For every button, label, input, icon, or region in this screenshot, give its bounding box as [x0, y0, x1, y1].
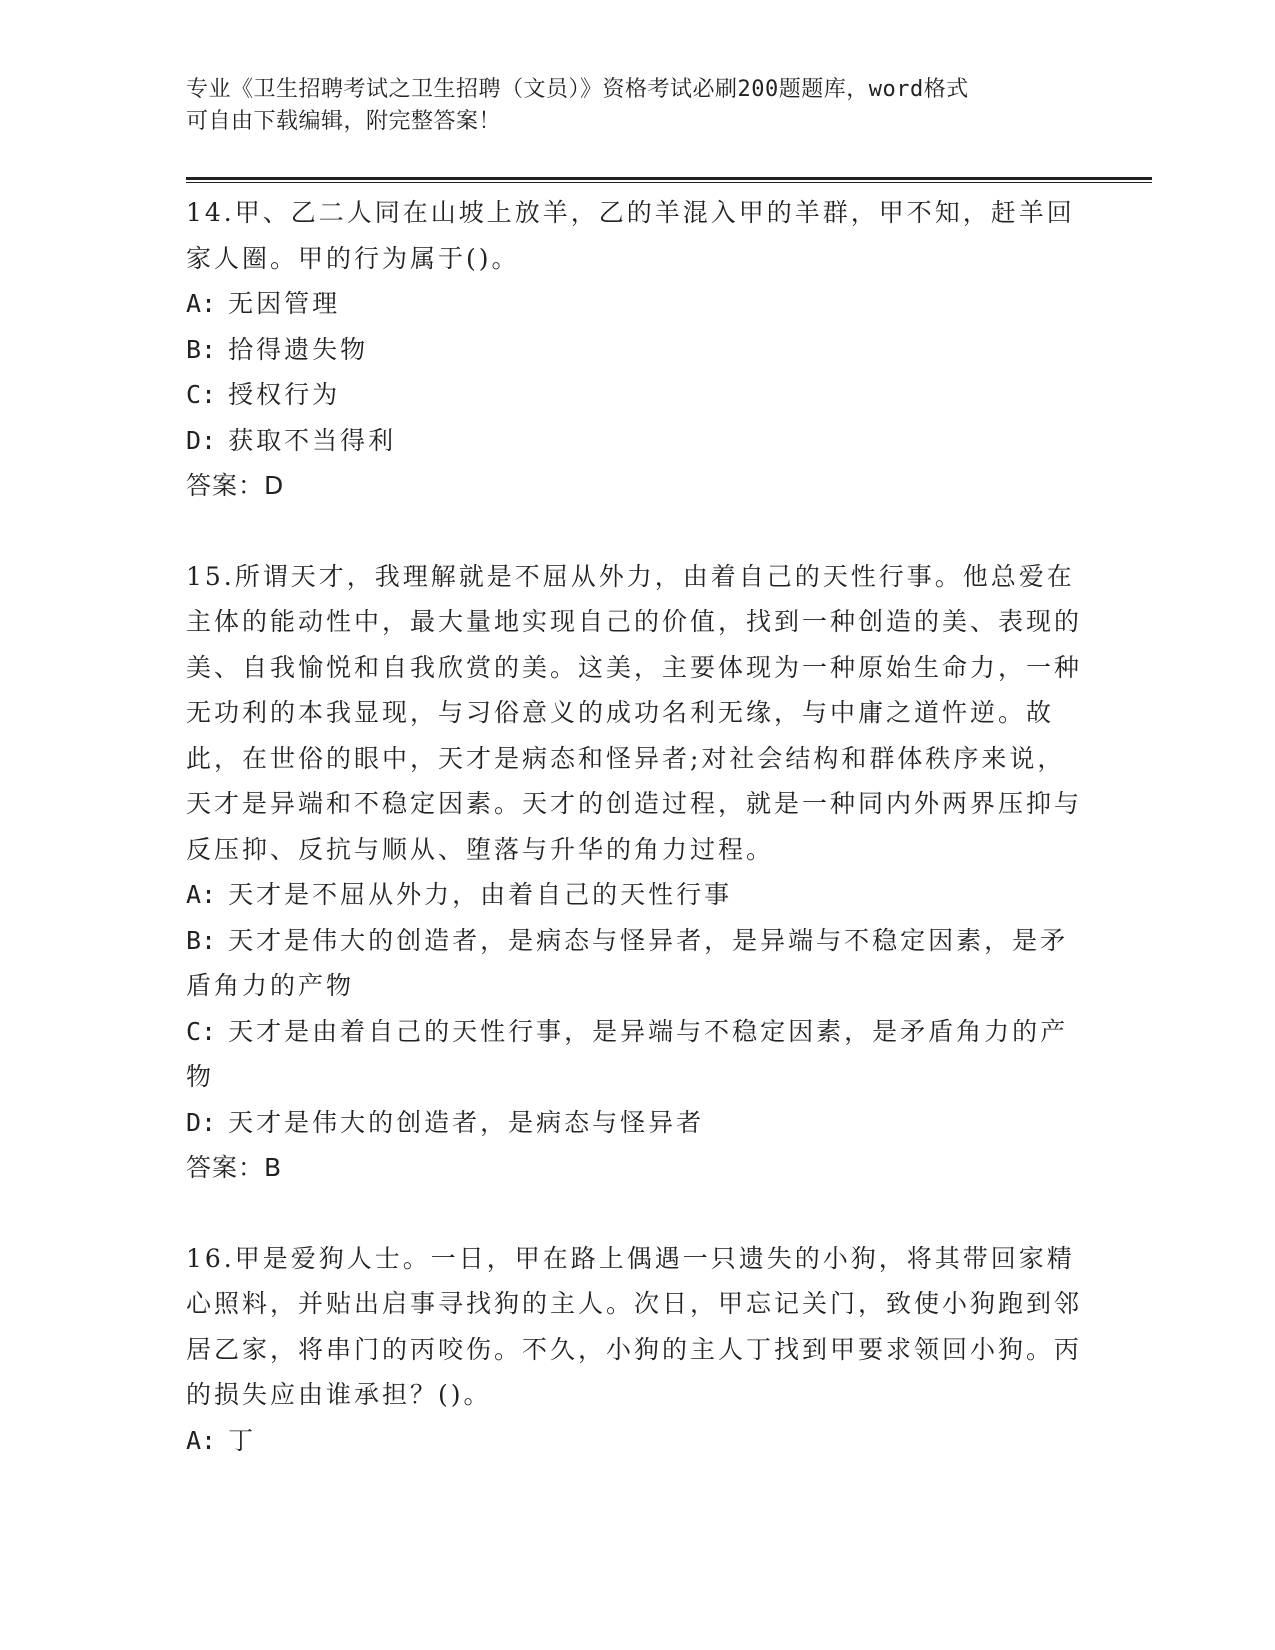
- question-16: [186, 1236, 1086, 1464]
- answer-line: 答案：D: [186, 471, 285, 500]
- option-letter: D:: [186, 1107, 217, 1137]
- option-text: 天才是不屈从外力，由着自己的天性行事: [228, 880, 733, 909]
- option-text: 拾得遗失物: [228, 334, 369, 364]
- option-b: [186, 327, 1086, 373]
- option-a: [186, 281, 1086, 327]
- option-text: 丁: [228, 1425, 257, 1455]
- option-c: [186, 1009, 1086, 1100]
- header-line-1: 专业《卫生招聘考试之卫生招聘（文员）》资格考试必刷200题题库，word格式: [186, 77, 969, 102]
- option-text: 天才是由着自己的天性行事，是异端与不稳定因素，是矛盾角力的产物: [186, 1016, 1069, 1091]
- option-d: [186, 1100, 1086, 1146]
- option-text: 获取不当得利: [228, 425, 397, 455]
- question-text: 16.甲是爱狗人士。一日，甲在路上偶遇一只遗失的小狗，将其带回家精心照料，并贴出启事寻找狗的主人。次日，甲忘记关门，致使小狗跑到邻居乙家，将串门的丙咬伤。不久，小狗的主人丁找到甲要求领回小狗。丙的损失应由谁承担？()。: [186, 1243, 1083, 1409]
- option-a: [186, 872, 1086, 918]
- option-letter: B:: [186, 334, 217, 364]
- question-spacer: [186, 1191, 1086, 1236]
- header-divider-thin: [186, 182, 1152, 183]
- option-a: [186, 1418, 1086, 1464]
- option-text: 天才是伟大的创造者，是病态与怪异者，是异端与不稳定因素，是矛盾角力的产物: [186, 925, 1069, 1000]
- option-letter: A:: [186, 1425, 217, 1455]
- option-text: 天才是伟大的创造者，是病态与怪异者: [228, 1107, 705, 1137]
- option-letter: C:: [186, 1016, 217, 1046]
- option-b: [186, 918, 1086, 1009]
- option-letter: B:: [186, 925, 217, 955]
- question-text: 14.甲、乙二人同在山坡上放羊，乙的羊混入甲的羊群，甲不知，赶羊回家人圈。甲的行为属于()。: [186, 198, 1075, 273]
- option-letter: A:: [186, 289, 217, 318]
- question-text: 15.所谓天才，我理解就是不屈从外力，由着自己的天性行事。他总爱在主体的能动性中，最大量地实现自己的价值，找到一种创造的美、表现的美、自我愉悦和自我欣赏的美。这美，主要体现为一种原始生命力，一种无功利的本我显现，与习俗意义的成功名利无缘，与中庸之道忤逆。故此，在世俗的眼中，天才是病态和怪异者;对社会结构和群体秩序来说，天才是异端和不稳定因素。天才的创造过程，就是一种同内外两界压抑与反压抑、反抗与顺从、堕落与升华的角力过程。: [186, 561, 1083, 864]
- option-d: [186, 418, 1086, 464]
- option-c: [186, 372, 1086, 418]
- question-15: [186, 554, 1086, 1191]
- option-letter: C:: [186, 380, 217, 409]
- document-header: [186, 74, 1066, 138]
- answer-line: 答案：B: [186, 1153, 283, 1182]
- question-list: [186, 190, 1086, 1463]
- question-spacer: [186, 509, 1086, 554]
- option-letter: A:: [186, 880, 217, 909]
- option-letter: D:: [186, 425, 217, 455]
- header-line-2: 可自由下载编辑，附完整答案！: [186, 109, 502, 134]
- header-divider-thick: [186, 177, 1152, 180]
- question-14: [186, 190, 1086, 509]
- option-text: 无因管理: [228, 289, 341, 318]
- option-text: 授权行为: [228, 380, 341, 409]
